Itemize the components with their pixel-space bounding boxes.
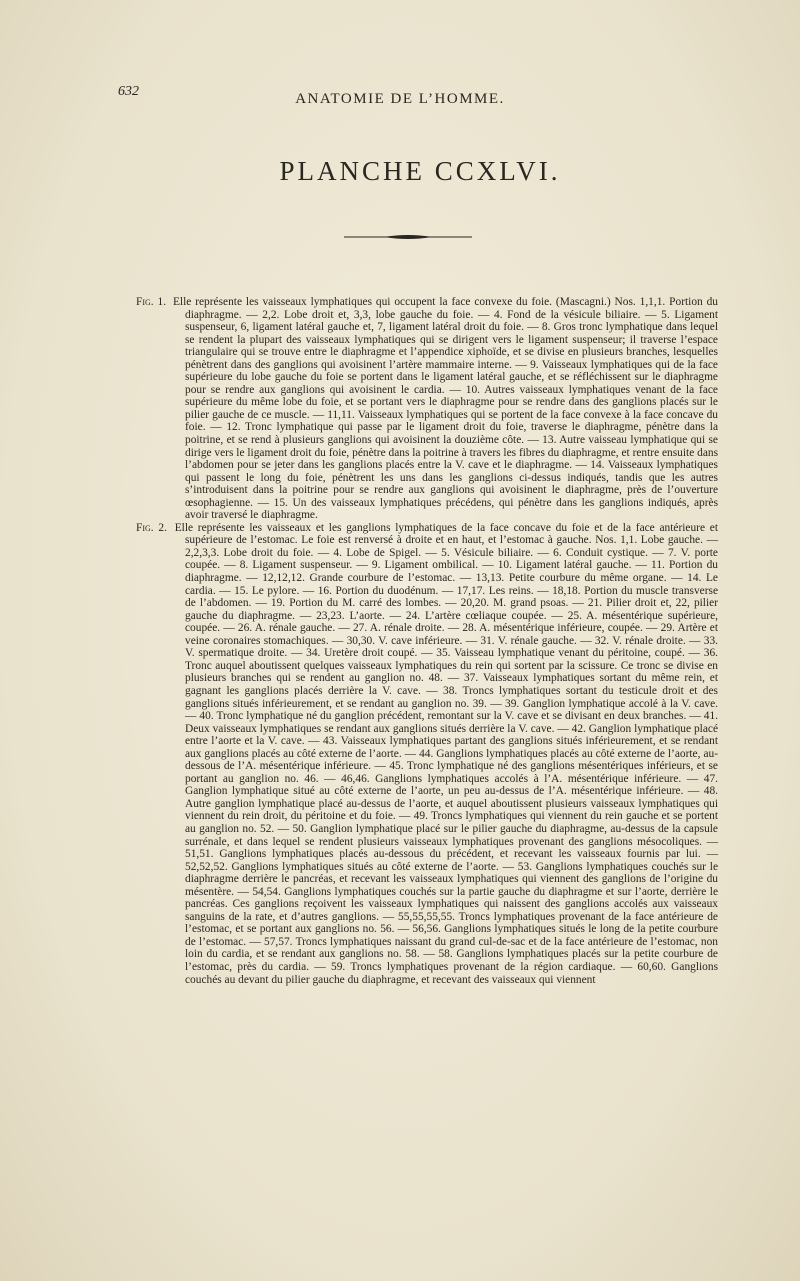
figure-1-intro: Elle représente les vaisseaux lymphatiques qui occupent la face convexe du foie. (Mascagni.) (172, 296, 611, 308)
page-number: 632 (118, 84, 139, 99)
ornamental-rule (344, 234, 472, 240)
plate-title: PLANCHE CCXLVI. (279, 156, 561, 186)
figure-1-label: Fig. 1. (136, 296, 167, 308)
figure-2-intro: Elle représente les vaisseaux et les ganglions lymphatiques de la face concave du foie et de la face antérieure et supérieure de l’estomac. Le foie est renversé à droite et en haut, et l’estomac à gauche. (174, 521, 719, 547)
figure-1-body: Nos. 1,1,1. Portion du diaphragme. — 2,2. Lobe droit et, 3,3, lobe gauche du foie. — 4. Fond de la vésicule biliaire. — 5. Ligament suspenseur, 6, ligament latéral gauche et, 7, ligament latéral droit du foie. — 8. Gros tronc lymphatique dans lequel se rendent la plupart des vaisseaux lymphatiques qui se dirigent vers le ligament suspenseur; il traverse l’espace triangulaire qui se trouve entre le diaphragme et l’appendice xiphoïde, et se divise en plusieurs branches, lesquelles pénètrent dans des ganglions qui avoisinent l’artère mammaire interne. — 9. Vaisseaux lymphatiques qui de la face supérieure du lobe gauche du foie se portent dans le ligament latéral gauche, et se réfléchissent sur le diaphragme pour se rendre aux ganglions qui avoisinent le cardia. — 10. Autres vaisseaux lymphatiques venant de la face supérieure du même lobe du foie, et se portant vers le diaphragme pour se rendre dans des ganglions placés sur le pilier gauche de ce muscle. — 11,11. Vaisseaux lymphatiques qui se portent de la face convexe à la face concave du foie. — 12. Tronc lymphatique qui passe par le ligament droit du foie, traverse le diaphragme, pénètre dans la poitrine, et se rend à plusieurs ganglions qui avoisinent la douzième côte. — 13. Autre vaisseau lymphatique qui se dirige vers le ligament droit du foie, pénètre dans la poitrine à travers les fibres du diaphragme, et rentre ensuite dans l’abdomen pour se jeter dans les ganglions placés entre la V. cave et le diaphragme. — 14. Vaisseaux lymphatiques qui passent le long du foie, pénètrent les uns dans les ganglions ci-dessus indiqués, tandis que les autres s’introduisent dans la poitrine pour se rendre aux ganglions qui avoisinent le diaphragme, près de l’ouverture œsophagienne. — 15. Un des vaisseaux lymphatiques précédens, qui pénètre dans les ganglions indiqués, après avoir traversé le diaphragme. (185, 296, 718, 522)
figure-2-label: Fig. 2. (136, 521, 167, 534)
running-head: ANATOMIE DE L’HOMME. (295, 91, 505, 107)
plate-legend (120, 296, 718, 986)
figure-2-body: Nos. 1,1. Lobe gauche. — 2,2,3,3. Lobe droit du foie. — 4. Lobe de Spigel. — 5. Vésicule biliaire. — 6. Conduit cystique. — 7. V. porte coupée. — 8. Ligament suspenseur. — 9. Ligament ombilical. — 10. Ligament latéral gauche. — 11. Portion du diaphragme. — 12,12,12. Grande courbure de l’estomac. — 13,13. Petite courbure du même organe. — 14. Le cardia. — 15. Le pylore. — 16. Portion du duodénum. — 17,17. Les reins. — 18,18. Portion du muscle transverse de l’abdomen. — 19. Portion du M. carré des lombes. — 20,20. M. grand psoas. — 21. Pilier droit et, 22, pilier gauche du diaphragme. — 23,23. L’aorte. — 24. L’artère cœliaque coupée. — 25. A. mésentérique supérieure, coupée. — 26. A. rénale gauche. — 27. A. rénale droite. — 28. A. mésentérique inférieure, coupée. — 29. Artère et veine coronaires stomachiques. — 30,30. V. cave inférieure. — 31. V. rénale gauche. — 32. V. rénale droite. — 33. V. spermatique droite. — 34. Uretère droit coupé. — 35. Vaisseau lymphatique venant du péritoine, coupé. — 36. Tronc auquel aboutissent quelques vaisseaux lymphatiques du rein qui sortent par la scissure. Ce tronc se divise en plusieurs branches qui se rendent au ganglion no. 48. — 37. Vaisseaux lymphatiques sortant du même rein, et gagnant les ganglions placés derrière la V. cave. — 38. Troncs lymphatiques sortant du testicule droit et des ganglions situés inférieurement, et se rendant au ganglion no. 39. — 39. Ganglion lymphatique accolé à la V. cave. — 40. Tronc lymphatique né du ganglion précédent, remontant sur la V. cave et se divisant en deux branches. — 41. Deux vaisseaux lymphatiques se rendant aux ganglions situés derrière la V. cave. — 42. Ganglion lymphatique placé entre l’aorte et la V. cave. — 43. Vaisseaux lymphatiques partant des ganglions situés inférieurement, et se rendant aux ganglions placés au côté externe de l’aorte. — 44. Ganglions lymphatiques placés au côté externe de l’aorte, au-dessous de l’A. mésentérique inférieure. — 45. Tronc lymphatique né des ganglions mésentériques inférieurs, et se portant au ganglion no. 46. — 46,46. Ganglions lymphatiques accolés à l’A. mésentérique inférieure. — 47. Ganglion lymphatique situé au côté externe de l’aorte, un peu au-dessus de l’A. mésentérique inférieure. — 48. Autre ganglion lymphatique placé au-dessus de l’aorte, et auquel aboutissent plusieurs vaisseaux lymphatiques qui viennent du rein droit, du péritoine et du foie. — 49. Troncs lymphatiques qui viennent du rein gauche et se portent au ganglion no. 52. — 50. Ganglion lymphatique placé sur le pilier gauche du diaphragme, au-dessus de la capsule surrénale, et dans lequel se rendent plusieurs vaisseaux lymphatiques provenant des ganglions mésocoliques. — 51,51. Ganglions lymphatiques placés au-dessous du précédent, et recevant les vaisseaux fournis par lui. — 52,52,52. Ganglions lymphatiques situés au côté externe de l’aorte. — 53. Ganglions lymphatiques couchés sur le diaphragme derrière le pancréas, et recevant les vaisseaux lymphatiques qui viennent des ganglions de l’origine du mésentère. — 54,54. Ganglions lymphatiques couchés sur la partie gauche du diaphragme et sur l’aorte, derrière le pancréas. Ces ganglions reçoivent les vaisseaux lymphatiques qui naissent des ganglions accolés aux vaisseaux sanguins de la rate, et d’autres ganglions. — 55,55,55,55. Troncs lymphatiques provenant de la face antérieure de l’estomac, et se portant aux ganglions no. 56. — 56,56. Ganglions lymphatiques situés le long de la petite courbure de l’estomac. — 57,57. Troncs lymphatiques naissant du grand cul-de-sac et de la face antérieure de l’estomac, non loin du cardia, et se rendant aux ganglions no. 58. — 58. Ganglions lymphatiques placés sur la petite courbure de l’estomac, près du cardia. — 59. Troncs lymphatiques provenant de la région cardiaque. — 60,60. Ganglions couchés au devant du pilier gauche du diaphragme, et recevant des vaisseaux qui viennent (185, 534, 718, 986)
figure-2-legend (120, 522, 718, 986)
figure-1-legend (120, 296, 718, 522)
